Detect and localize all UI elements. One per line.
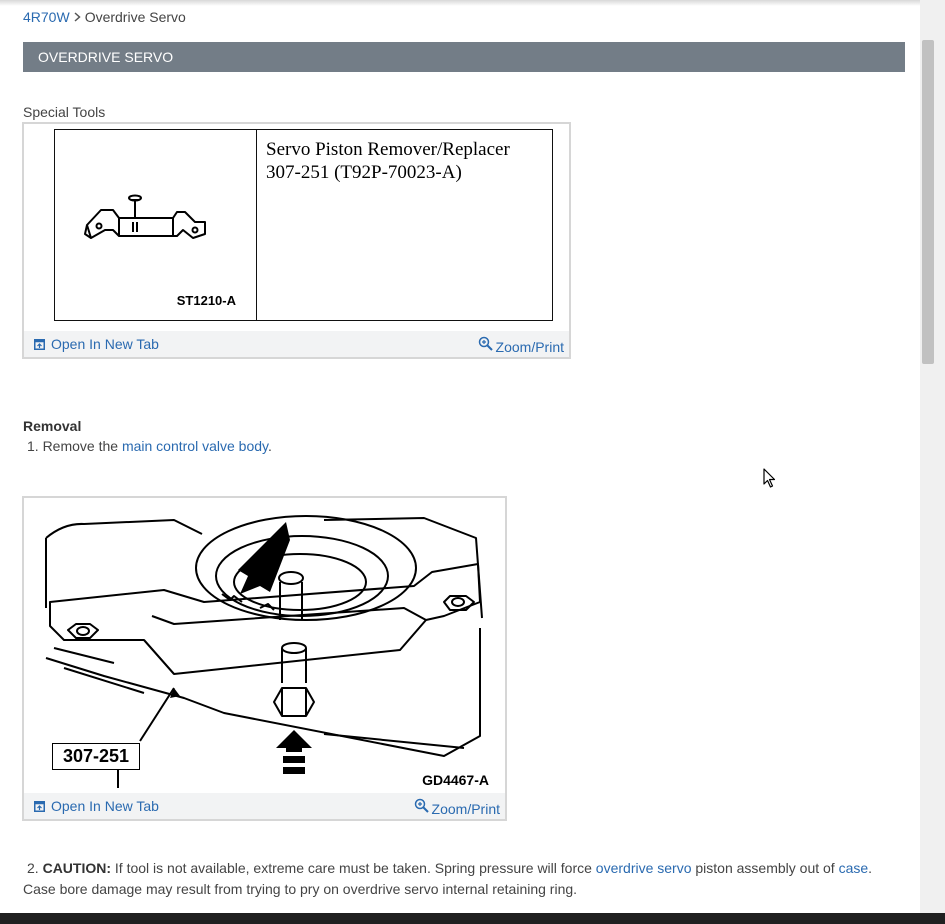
tool-callout-label: 307-251 bbox=[62, 746, 130, 766]
step-2-number: 2. bbox=[27, 860, 43, 876]
servo-removal-figure bbox=[22, 496, 507, 821]
open-in-new-tab-label: Open In New Tab bbox=[51, 798, 159, 814]
step-2-text-1: If tool is not available, extreme care must be taken. Spring pressure will force bbox=[111, 860, 596, 876]
figure-toolbar bbox=[24, 331, 569, 357]
section-title: OVERDRIVE SERVO bbox=[23, 42, 905, 72]
chevron-right-icon bbox=[74, 9, 81, 25]
servo-remover-tool-drawing bbox=[55, 130, 255, 320]
breadcrumb-current: Overdrive Servo bbox=[84, 9, 186, 25]
step-1-suffix: . bbox=[267, 438, 272, 454]
removal-step-2 bbox=[27, 858, 872, 879]
removal-step-1 bbox=[27, 436, 272, 457]
bottom-bar bbox=[0, 913, 945, 924]
zoom-print-label: Zoom/Print bbox=[495, 339, 564, 355]
tool-name: Servo Piston Remover/Replacer bbox=[266, 139, 510, 160]
tool-number: 307-251 (T92P-70023-A) bbox=[266, 162, 462, 183]
mouse-cursor-icon bbox=[763, 468, 777, 492]
step-2-text-2: piston assembly out of bbox=[691, 860, 839, 876]
magnifier-icon bbox=[478, 336, 493, 354]
open-in-new-tab-button[interactable] bbox=[34, 336, 159, 353]
tool-description-cell bbox=[256, 129, 553, 321]
overdrive-servo-link[interactable]: overdrive servo bbox=[595, 860, 692, 876]
open-tab-icon bbox=[34, 799, 45, 815]
zoom-print-label: Zoom/Print bbox=[431, 801, 500, 817]
removal-heading: Removal bbox=[23, 418, 82, 434]
caution-label: CAUTION: bbox=[42, 860, 112, 876]
breadcrumb-link-4r70w[interactable]: 4R70W bbox=[23, 9, 70, 25]
step-1-prefix: 1. Remove the bbox=[27, 438, 122, 454]
step-2-text-3: . bbox=[868, 860, 873, 876]
zoom-print-button[interactable] bbox=[478, 336, 564, 355]
scrollbar-thumb[interactable] bbox=[922, 40, 934, 364]
special-tools-label: Special Tools bbox=[23, 104, 106, 120]
open-in-new-tab-label: Open In New Tab bbox=[51, 336, 159, 352]
tool-callout-box bbox=[52, 743, 140, 770]
open-tab-icon bbox=[34, 337, 45, 353]
zoom-print-button[interactable] bbox=[414, 798, 500, 817]
tool-description bbox=[266, 138, 510, 184]
step-2-continuation: Case bore damage may result from trying to pry on overdrive servo internal retaining ring. bbox=[23, 881, 578, 897]
main-control-valve-body-link[interactable]: main control valve body bbox=[121, 438, 268, 454]
figure2-image-code: GD4467-A bbox=[422, 772, 489, 788]
figure2-toolbar bbox=[24, 793, 505, 819]
tool-image-cell bbox=[54, 129, 256, 321]
top-shadow bbox=[0, 0, 920, 6]
tool-image-code: ST1210-A bbox=[176, 293, 236, 308]
breadcrumb bbox=[23, 9, 186, 25]
special-tool-figure bbox=[22, 122, 571, 359]
open-in-new-tab-button[interactable] bbox=[34, 798, 159, 815]
magnifier-icon bbox=[414, 798, 429, 816]
case-link[interactable]: case bbox=[838, 860, 869, 876]
